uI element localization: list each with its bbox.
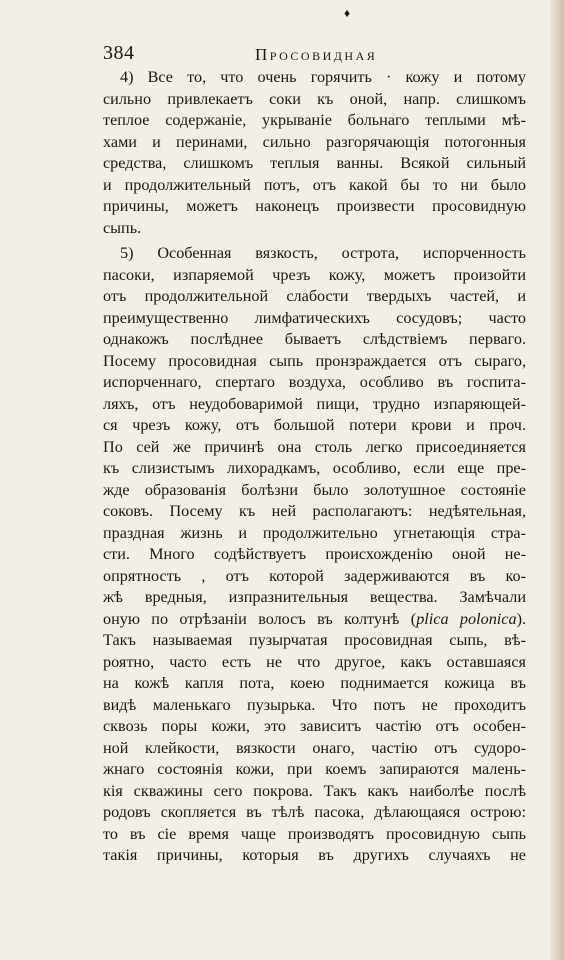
text-line: соковъ. Посему къ ней располагаютъ: недѣятельная,: [103, 502, 526, 520]
text-line: роятно, часто есть не что другое, какъ оставшаяся: [103, 652, 526, 671]
text-line: сти. Много содѣйствуетъ происхожденію оной не-: [103, 545, 526, 563]
running-title: Просовидная: [255, 45, 378, 64]
page-edge: [550, 0, 564, 960]
text-line: пасоки, изпаряемой чрезъ кожу, можетъ произойти: [103, 265, 526, 284]
text-line: испорченнаго, спертаго воздуха, особливо въ госпита-: [103, 373, 526, 391]
text-line: на кожѣ капля пота, коею поднимается кожица въ: [103, 674, 526, 692]
text-line: 5) Особенная вязкость, острота, испорченность: [120, 244, 526, 262]
latin-term: plica polonica: [416, 609, 517, 628]
text-line: Посему просовидная сыпь пронзраждается отъ сыраго,: [103, 351, 526, 370]
text-line: то въ сіе время чаще производятъ просовидную сыпь: [103, 824, 526, 843]
text-line: ляхъ, отъ неудобоваримой пищи, трудно изпаряющей-: [103, 394, 526, 413]
text-line: средства, слишкомъ теплыя ванны. Всякой сильный: [103, 154, 526, 172]
text-line: хами и перинами, сильно разгорячающія потогонныя: [103, 132, 526, 151]
text-line-with-latin-term: оную по отрѣзаніи волосъ въ колтунѣ (plica polonica).: [103, 609, 526, 628]
text-line: 4) Все то, что очень горячить · кожу и потому: [120, 68, 526, 86]
text-line: сильно привлекаетъ соки къ оной, напр. слишкомъ: [103, 89, 526, 108]
printer-mark: ♦: [344, 6, 351, 20]
text-line: жнаго состоянія кожи, при коемъ запираются малень-: [103, 760, 526, 778]
text-line: и продолжительный потъ, отъ какой бы то ни было: [103, 175, 526, 194]
body-text: [103, 67, 526, 867]
text-line: опрятность , отъ которой задерживаются въ ко-: [103, 566, 526, 585]
text-line: Такъ называемая пузырчатая просовидная сыпь, вѣ-: [103, 631, 526, 649]
text-line: однакожъ послѣднее бываетъ слѣдствіемъ перваго.: [103, 330, 526, 348]
text-line: сквозь поры кожи, это зависитъ частію отъ особен-: [103, 717, 526, 735]
text-line: кія скважины сего покрова. Такъ какъ наиболѣе послѣ: [103, 781, 526, 800]
text-line: къ слизистымъ лихорадкамъ, особливо, если еще пре-: [103, 459, 526, 477]
text-line: причины, можетъ наконецъ произвести просовидную: [103, 197, 526, 215]
text-line: преимущественно лимфатическихъ сосудовъ; часто: [103, 308, 526, 327]
text-line: родовъ скопляется въ тѣлѣ пасока, дѣлающаяся острою:: [103, 803, 526, 821]
text-line: теплое содержаніе, укрываніе больнаго теплыми мѣ-: [103, 111, 526, 129]
text-line: ной клейкости, вязкости онаго, частію отъ судоро-: [103, 738, 526, 757]
page-number: 384: [103, 42, 135, 64]
text-line: сыпь.: [103, 218, 142, 237]
text-line: отъ продолжительной слабости твердыхъ частей, и: [103, 287, 526, 305]
text-line: жѣ вредныя, изпразнительныя вещества. Замѣчали: [103, 588, 526, 606]
text-line: ся чрезъ кожу, отъ большой потери крови и проч.: [103, 416, 526, 434]
text-line: праздная жизнь и продолжительно угнетающія стра-: [103, 523, 526, 542]
text-line: такія причины, которыя въ другихъ случаяхъ не: [103, 846, 526, 864]
text-line: жде образованія болѣзни было золотушное состояніе: [103, 480, 526, 499]
page-header: [103, 42, 523, 64]
text-line: По сей же причинѣ она столь легко присоединяется: [103, 437, 526, 456]
text-line: видѣ маленькаго пузырька. Что потъ не проходитъ: [103, 695, 526, 714]
